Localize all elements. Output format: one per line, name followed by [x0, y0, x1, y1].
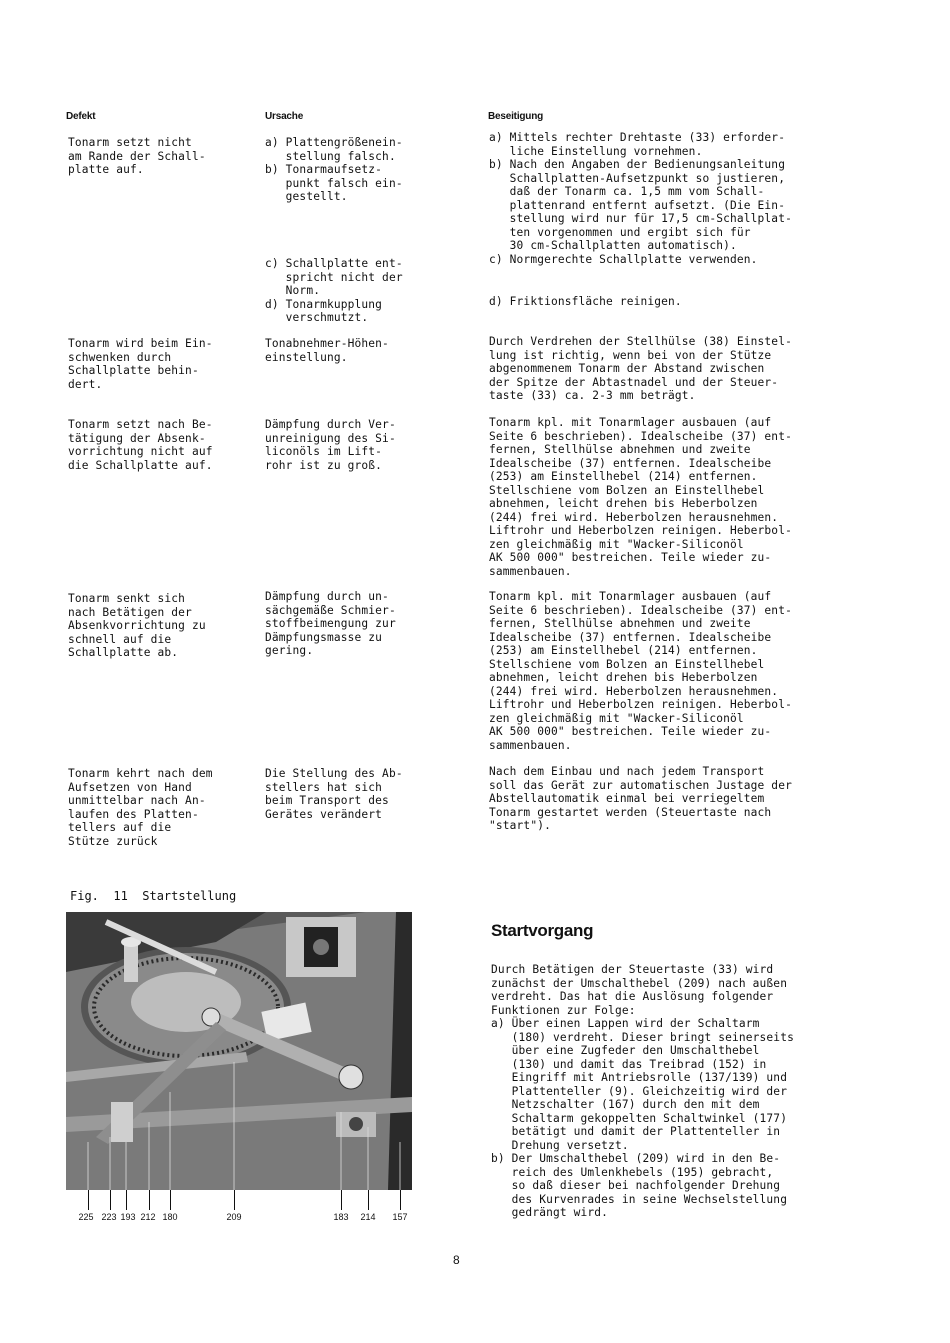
row5-defekt: Tonarm kehrt nach dem Aufsetzen von Hand unmittelbar nach An- laufen des Platten- tellers auf die Stütze zurück [68, 767, 213, 848]
mechanism-photo [66, 912, 412, 1190]
row1-ursache-cd: c) Schallplatte ent- spricht nicht der Norm. d) Tonarmkupplung verschmutzt. [265, 257, 403, 324]
row5-ursache: Die Stellung des Ab- stellers hat sich beim Transport des Gerätes verändert [265, 767, 403, 821]
callout-180: 180 [162, 1212, 178, 1222]
row2-beseitigung: Durch Verdrehen der Stellhülse (38) Einstel- lung ist richtig, wenn bei von der Stütze abgenommenem Tonarm der Abstand zwischen der Spitze der Abtastnadel und der Steuer- taste (33) ca. 2-3 mm beträgt. [489, 335, 792, 402]
callout-225: 225 [78, 1212, 94, 1222]
row1-ursache-ab: a) Plattengrößenein- stellung falsch. b) Tonarmaufsetz- punkt falsch ein- gestellt. [265, 136, 403, 203]
section-title-startvorgang: Startvorgang [491, 921, 594, 940]
row4-ursache: Dämpfung durch un- sächgemäße Schmier- stoffbeimengung zur Dämpfungsmasse zu gering. [265, 590, 396, 657]
page-number: 8 [453, 1253, 460, 1267]
row3-defekt: Tonarm setzt nach Be- tätigung der Absenk- vorrichtung nicht auf die Schallplatte auf. [68, 418, 213, 472]
header-defekt: Defekt [66, 111, 96, 122]
row2-defekt: Tonarm wird beim Ein- schwenken durch Schallplatte behin- dert. [68, 337, 213, 391]
row4-beseitigung: Tonarm kpl. mit Tonarmlager ausbauen (auf Seite 6 beschrieben). Idealscheibe (37) ent- fernen, Stellhülse abnehmen und zweite Idealscheibe (37) entfernen. Idealscheibe (253) am Einstellhebel (214) entfernen. Stellschiene vom Bolzen an Einstellhebel abnehmen, leicht drehen bis Heberbolzen (244) frei wird. Heberbolzen herausnehmen. Liftrohr und Heberbolzen reinigen. Heberbol- zen gleichmäßig mit "Wacker-Siliconöl AK 500 000" bestreichen. Teile wieder zu- sammenbauen. [489, 590, 792, 752]
figure-callouts [66, 1190, 412, 1230]
callout-209: 209 [226, 1212, 242, 1222]
row1-beseitigung-d: d) Friktionsfläche reinigen. [489, 295, 682, 308]
row2-ursache: Tonabnehmer-Höhen- einstellung. [265, 337, 389, 364]
figure-caption: Fig. 11 Startstellung [70, 889, 237, 903]
callout-223: 223 [101, 1212, 117, 1222]
row1-beseitigung-abc: a) Mittels rechter Drehtaste (33) erforder- liche Einstellung vornehmen. b) Nach den Angaben der Bedienungsanleitung Schallplatten-Aufsetzpunkt so justieren, daß der Tonarm ca. 1,5 mm vom Schall- plattenrand entfernt aufsetzt. (Die Ein- stellung wird nur für 17,5 cm-Schallplat- ten vorgenommen und ergibt sich für 30 cm-Schallplatten automatisch). c) Normgerechte Schallplatte verwenden. [489, 131, 792, 266]
callout-214: 214 [360, 1212, 376, 1222]
header-ursache: Ursache [265, 111, 304, 122]
row3-beseitigung: Tonarm kpl. mit Tonarmlager ausbauen (auf Seite 6 beschrieben). Idealscheibe (37) ent- fernen, Stellhülse abnehmen und zweite Idealscheibe (37) entfernen. Idealscheibe (253) am Einstellhebel (214) entfernen. Stellschiene vom Bolzen an Einstellhebel abnehmen, leicht drehen bis Heberbolzen (244) frei wird. Heberbolzen herausnehmen. Liftrohr und Heberbolzen reinigen. Heberbol- zen gleichmäßig mit "Wacker-Siliconöl AK 500 000" bestreichen. Teile wieder zu- sammenbauen. [489, 416, 792, 578]
row1-defekt: Tonarm setzt nicht am Rande der Schall- platte auf. [68, 136, 206, 176]
header-beseitigung: Beseitigung [488, 111, 544, 122]
row4-defekt: Tonarm senkt sich nach Betätigen der Absenkvorrichtung zu schnell auf die Schallplatte ab. [68, 592, 206, 659]
callout-212: 212 [140, 1212, 156, 1222]
callout-183: 183 [333, 1212, 349, 1222]
callout-193: 193 [120, 1212, 136, 1222]
callout-157: 157 [392, 1212, 408, 1222]
row5-beseitigung: Nach dem Einbau und nach jedem Transport soll das Gerät zur automatischen Justage der Abstellautomatik einmal bei verriegeltem Tonarm gestartet werden (Steuertaste nach "start"). [489, 765, 792, 832]
startvorgang-body: Durch Betätigen der Steuertaste (33) wird zunächst der Umschalthebel (209) nach außen verdreht. Das hat die Auslösung folgender Funktionen zur Folge: a) Über einen Lappen wird der Schaltarm (180) verdreht. Dieser bringt seinerseits über eine Zugfeder den Umschalthebel (130) und damit das Treibrad (152) in Eingriff mit Antriebsrolle (137/139) und Plattenteller (9). Gleichzeitig wird der Netzschalter (167) durch den mit dem Schaltarm gekoppelten Schaltwinkel (177) betätigt und damit der Plattenteller in Drehung versetzt. b) Der Umschalthebel (209) wird in den Be- reich des Umlenkhebels (195) gebracht, so daß dieser bei nachfolgender Drehung des Kurvenrades in seine Wechselstellung gedrängt wird. [491, 963, 794, 1219]
row3-ursache: Dämpfung durch Ver- unreinigung des Si- liconöls im Lift- rohr ist zu groß. [265, 418, 396, 472]
